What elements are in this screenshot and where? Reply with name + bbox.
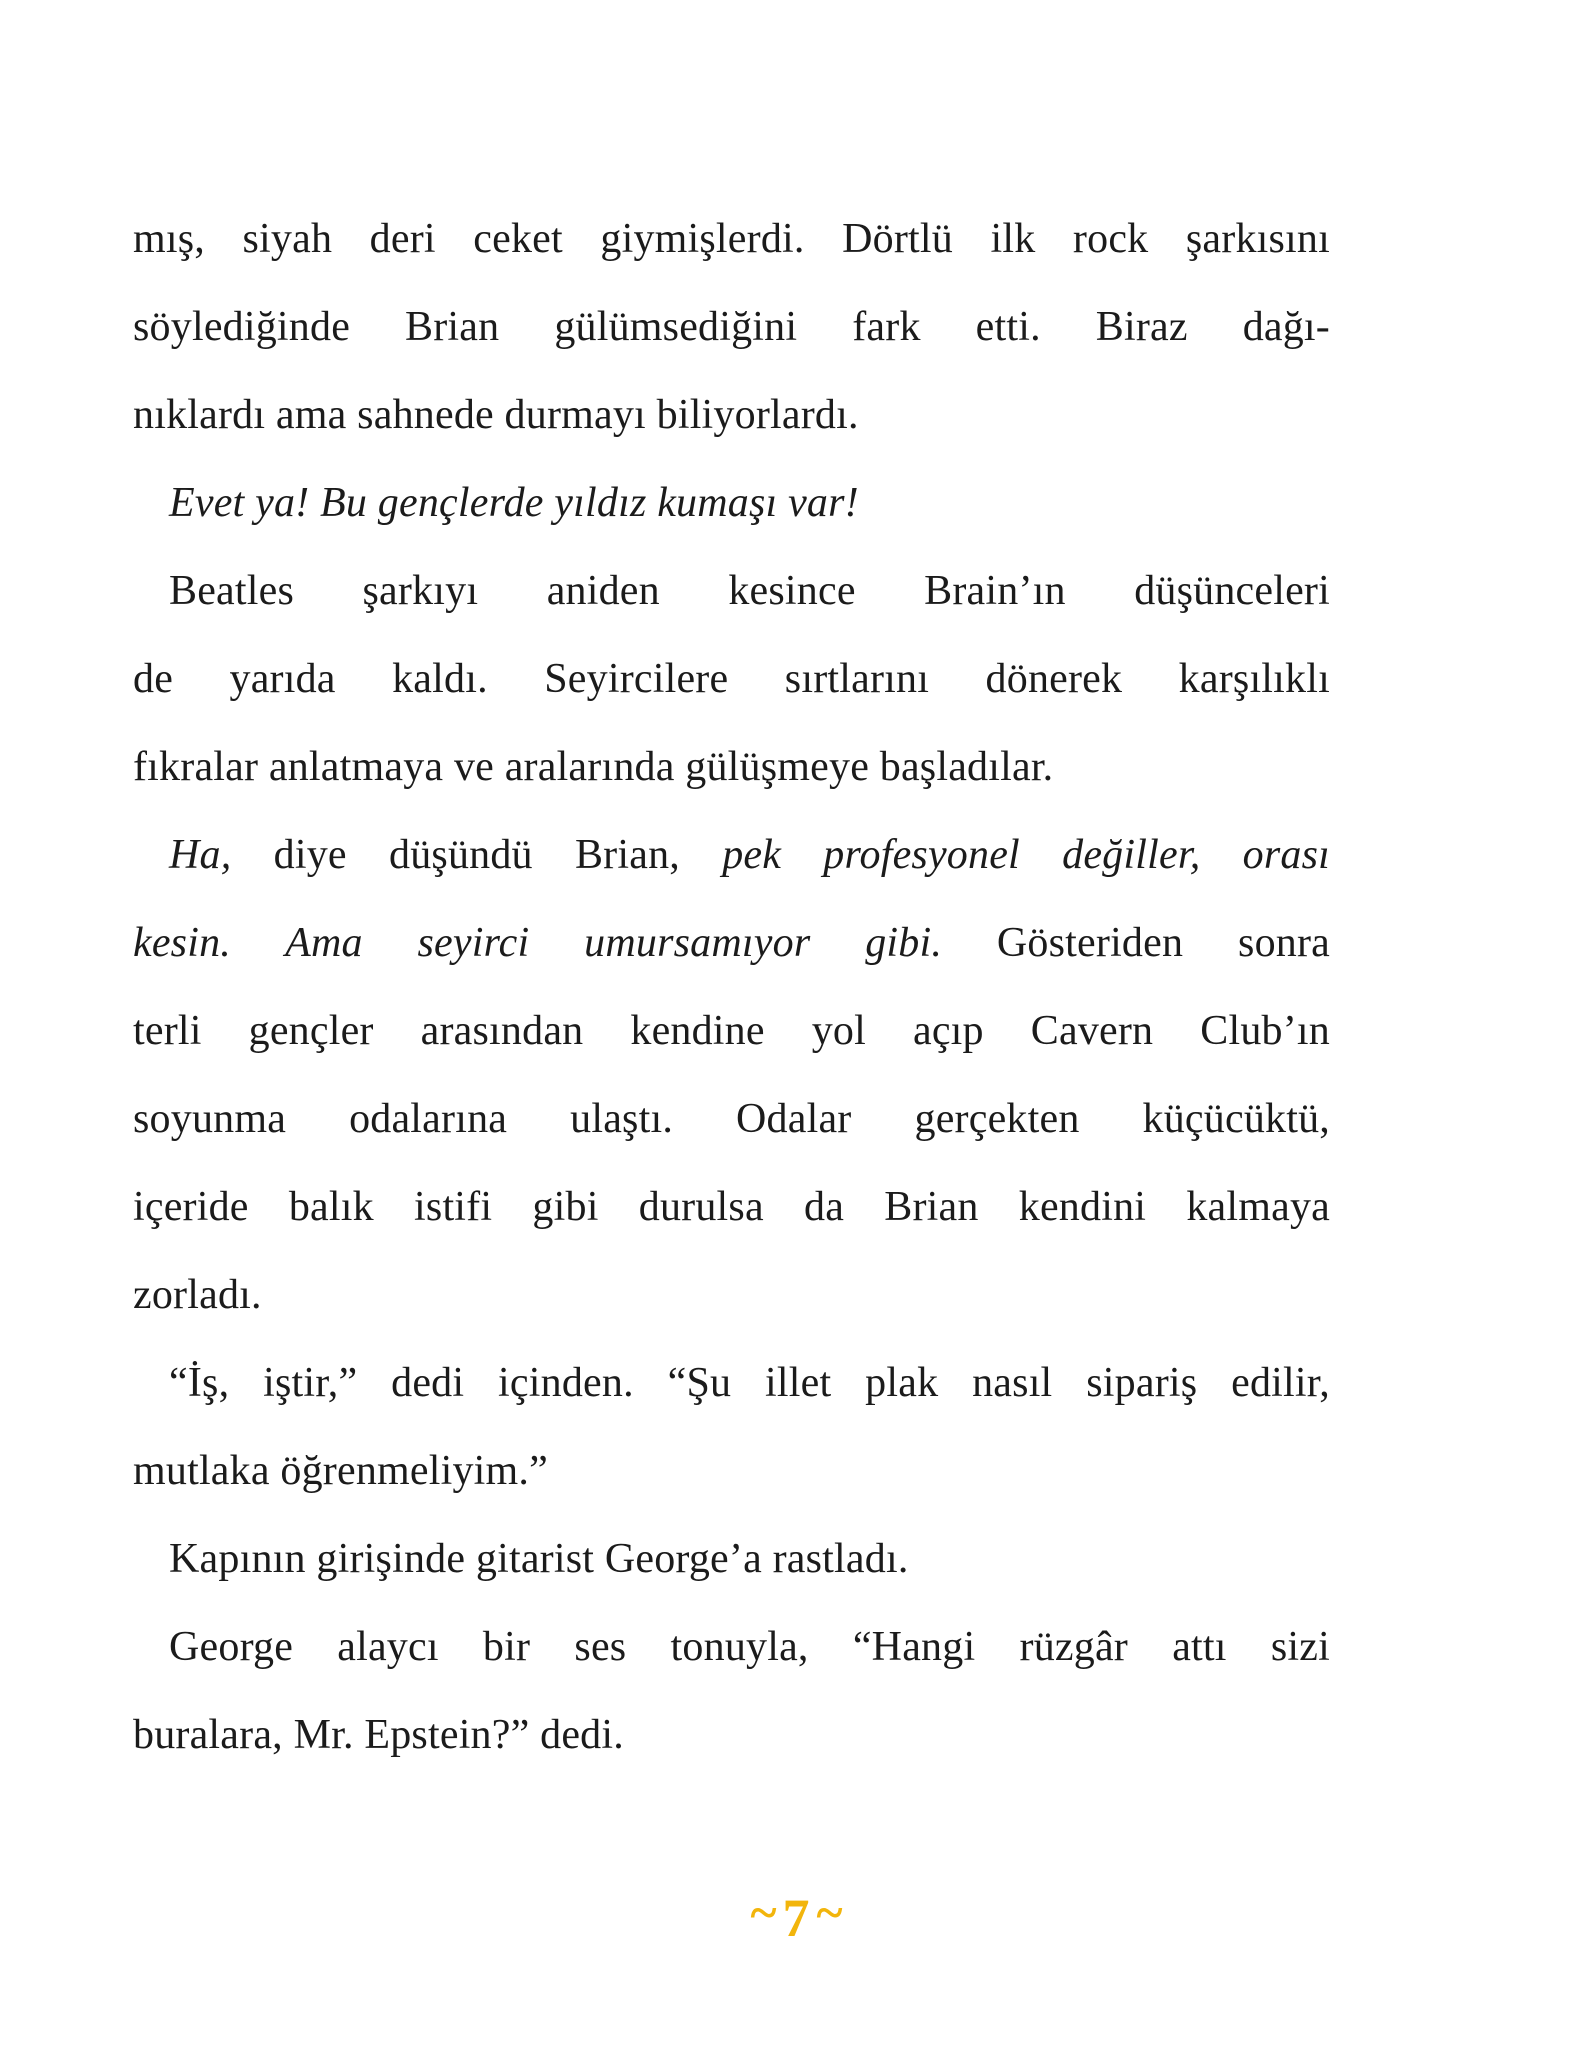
text-line [133,1075,1330,1163]
text-segment: “İş, iştir,” dedi içinden. “Şu illet plak nasıl sipariş edilir, [169,1360,1330,1406]
text-line [133,899,1330,987]
text-segment: soyunma odalarına ulaştı. Odalar gerçekten küçücüktü, [133,1096,1330,1142]
text-segment: Kapının girişinde gitarist George’a rastladı. [169,1536,909,1582]
text-line [133,1163,1330,1251]
text-segment: mutlaka öğrenmeliyim.” [133,1448,548,1494]
text-line [133,195,1330,283]
text-segment: buralara, Mr. Epstein?” dedi. [133,1712,624,1758]
text-segment: Ha, [169,832,232,878]
text-line [133,811,1330,899]
text-line [133,1251,1330,1339]
text-line [133,1691,1330,1779]
text-line [133,283,1330,371]
tilde-ornament-right: ~ [816,1884,843,1940]
text-segment: terli gençler arasından kendine yol açıp Cavern Club’ın [133,1008,1330,1054]
text-line [133,1515,1330,1603]
text-segment: Gösteriden sonra [942,920,1330,966]
text-segment: söylediğinde Brian gülümsediğini fark etti. Biraz dağı- [133,304,1330,350]
text-line [133,547,1330,635]
text-line [133,635,1330,723]
text-segment: George alaycı bir ses tonuyla, “Hangi rüzgâr attı sizi [169,1624,1330,1670]
page-text-block [133,195,1330,1779]
text-line [133,723,1330,811]
text-line [133,1339,1330,1427]
text-segment: kesin. Ama seyirci umursamıyor gibi. [133,920,943,966]
text-segment: de yarıda kaldı. Seyircilere sırtlarını dönerek karşılıklı [133,656,1330,702]
text-segment: Beatles şarkıyı aniden kesince Brain’ın düşünceleri [169,568,1330,614]
text-segment: fıkralar anlatmaya ve aralarında gülüşmeye başladılar. [133,744,1054,790]
text-line [133,371,1330,459]
text-segment: mış, siyah deri ceket giymişlerdi. Dörtlü ilk rock şarkısını [133,216,1330,262]
text-line [133,1603,1330,1691]
page-number: 7 [782,1888,811,1948]
tilde-ornament-left: ~ [750,1884,777,1940]
text-segment: Evet ya! Bu gençlerde yıldız kumaşı var! [169,480,859,526]
page-footer [0,1882,1593,1962]
text-line [133,987,1330,1075]
text-line [133,459,1330,547]
text-line [133,1427,1330,1515]
text-segment: nıklardı ama sahnede durmayı biliyorlardı. [133,392,859,438]
text-segment: diye düşündü Brian, [231,832,723,878]
text-segment: zorladı. [133,1272,262,1318]
text-segment: içeride balık istifi gibi durulsa da Brian kendini kalmaya [133,1184,1330,1230]
text-segment: pek profesyonel değiller, orası [722,832,1330,878]
